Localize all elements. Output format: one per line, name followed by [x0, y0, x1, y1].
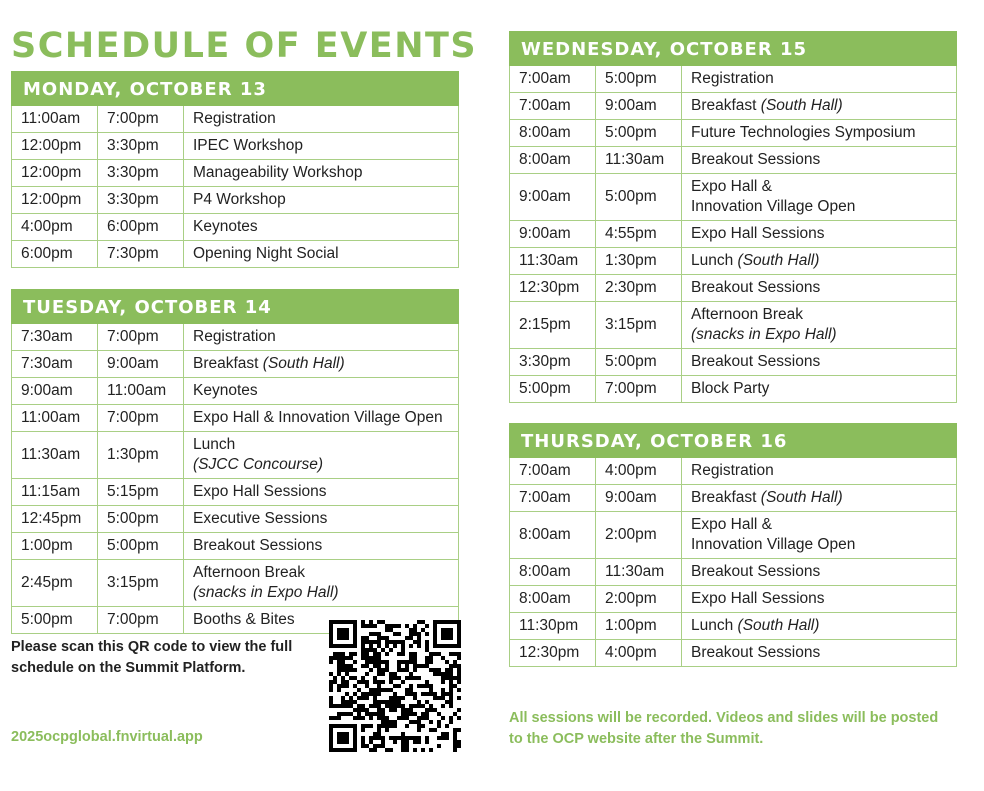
event-name: Lunch — [691, 617, 734, 634]
end-time: 4:00pm — [596, 458, 682, 485]
event-cell — [682, 248, 957, 275]
start-time: 2:45pm — [12, 560, 98, 607]
table-row — [510, 248, 957, 275]
event-name: Lunch — [691, 252, 734, 269]
event-cell — [682, 174, 957, 221]
day-heading: WEDNESDAY, OCTOBER 15 — [509, 31, 957, 66]
start-time: 12:00pm — [12, 160, 98, 187]
table-row — [12, 432, 459, 479]
table-row — [510, 93, 957, 120]
start-time: 9:00am — [510, 221, 596, 248]
event-cell — [184, 106, 459, 133]
table-row — [12, 560, 459, 607]
end-time: 3:30pm — [98, 187, 184, 214]
start-time: 5:00pm — [510, 376, 596, 403]
table-row — [12, 378, 459, 405]
start-time: 7:00am — [510, 66, 596, 93]
table-row — [510, 559, 957, 586]
event-cell — [184, 506, 459, 533]
event-cell — [184, 241, 459, 268]
schedule-table — [509, 66, 957, 403]
event-cell — [184, 133, 459, 160]
start-time: 11:30am — [12, 432, 98, 479]
table-row — [12, 533, 459, 560]
end-time: 6:00pm — [98, 214, 184, 241]
end-time: 3:30pm — [98, 133, 184, 160]
event-cell — [682, 93, 957, 120]
event-name: Keynotes — [193, 218, 258, 235]
start-time: 7:00am — [510, 485, 596, 512]
event-cell — [184, 405, 459, 432]
table-row — [12, 106, 459, 133]
start-time: 11:00am — [12, 106, 98, 133]
start-time: 6:00pm — [12, 241, 98, 268]
event-cell — [682, 640, 957, 667]
qr-code-icon[interactable] — [329, 620, 461, 752]
event-cell — [682, 147, 957, 174]
start-time: 8:00am — [510, 512, 596, 559]
end-time: 7:00pm — [98, 607, 184, 634]
event-location: (SJCC Concourse) — [193, 456, 324, 473]
start-time: 2:15pm — [510, 302, 596, 349]
end-time: 5:00pm — [596, 174, 682, 221]
event-cell — [682, 66, 957, 93]
event-cell — [184, 533, 459, 560]
end-time: 9:00am — [596, 485, 682, 512]
event-name: P4 Workshop — [193, 191, 286, 208]
end-time: 1:30pm — [98, 432, 184, 479]
event-cell — [682, 302, 957, 349]
table-row — [510, 512, 957, 559]
end-time: 1:00pm — [596, 613, 682, 640]
event-location: (South Hall) — [262, 355, 345, 372]
event-name: Breakout Sessions — [691, 279, 821, 296]
table-row — [12, 160, 459, 187]
event-cell — [682, 221, 957, 248]
event-location: (South Hall) — [737, 252, 820, 269]
end-time: 4:55pm — [596, 221, 682, 248]
start-time: 9:00am — [12, 378, 98, 405]
end-time: 9:00am — [98, 351, 184, 378]
start-time: 12:30pm — [510, 275, 596, 302]
start-time: 3:30pm — [510, 349, 596, 376]
end-time: 5:00pm — [596, 120, 682, 147]
start-time: 11:15am — [12, 479, 98, 506]
event-name: Breakout Sessions — [691, 353, 821, 370]
event-cell — [184, 560, 459, 607]
event-cell — [682, 376, 957, 403]
end-time: 7:00pm — [98, 405, 184, 432]
table-row — [12, 324, 459, 351]
event-name: Expo Hall & — [691, 516, 772, 533]
event-cell — [682, 485, 957, 512]
event-cell — [184, 214, 459, 241]
event-name: Booths & Bites — [193, 611, 295, 628]
start-time: 7:00am — [510, 458, 596, 485]
event-location: (South Hall) — [760, 97, 843, 114]
table-row — [510, 221, 957, 248]
end-time: 3:30pm — [98, 160, 184, 187]
table-row — [510, 147, 957, 174]
event-cell — [184, 324, 459, 351]
event-location: (snacks in Expo Hall) — [193, 584, 339, 601]
table-row — [12, 405, 459, 432]
event-name: Expo Hall Sessions — [193, 483, 327, 500]
event-cell — [184, 479, 459, 506]
event-cell — [184, 351, 459, 378]
table-row — [510, 613, 957, 640]
table-row — [510, 640, 957, 667]
event-name: Breakout Sessions — [691, 644, 821, 661]
event-name: Breakfast — [193, 355, 259, 372]
end-time: 3:15pm — [98, 560, 184, 607]
end-time: 7:30pm — [98, 241, 184, 268]
table-row — [510, 376, 957, 403]
event-name: Opening Night Social — [193, 245, 339, 262]
event-name: Expo Hall Sessions — [691, 225, 825, 242]
table-row — [510, 349, 957, 376]
end-time: 9:00am — [596, 93, 682, 120]
event-name: Registration — [691, 462, 774, 479]
end-time: 3:15pm — [596, 302, 682, 349]
start-time: 12:00pm — [12, 187, 98, 214]
start-time: 5:00pm — [12, 607, 98, 634]
event-name: Breakfast — [691, 97, 757, 114]
page-title: SCHEDULE OF EVENTS — [11, 26, 478, 66]
table-row — [12, 214, 459, 241]
day-thursday — [509, 423, 957, 667]
end-time: 7:00pm — [596, 376, 682, 403]
start-time: 7:30am — [12, 351, 98, 378]
event-name: Expo Hall & — [691, 178, 772, 195]
event-name: Registration — [193, 110, 276, 127]
end-time: 1:30pm — [596, 248, 682, 275]
end-time: 7:00pm — [98, 324, 184, 351]
event-name: Registration — [691, 70, 774, 87]
event-cell — [184, 378, 459, 405]
end-time: 5:00pm — [596, 349, 682, 376]
start-time: 4:00pm — [12, 214, 98, 241]
end-time: 2:30pm — [596, 275, 682, 302]
start-time: 8:00am — [510, 120, 596, 147]
table-row — [12, 506, 459, 533]
event-cell — [184, 432, 459, 479]
event-cell — [682, 349, 957, 376]
table-row — [510, 174, 957, 221]
platform-url[interactable]: 2025ocpglobal.fnvirtual.app — [11, 729, 203, 745]
event-name: Lunch — [193, 436, 236, 453]
end-time: 5:00pm — [98, 533, 184, 560]
qr-prompt: Please scan this QR code to view the full schedule on the Summit Platform. — [11, 639, 293, 676]
start-time: 8:00am — [510, 147, 596, 174]
table-row — [510, 302, 957, 349]
table-row — [510, 586, 957, 613]
table-row — [510, 458, 957, 485]
start-time: 9:00am — [510, 174, 596, 221]
table-row — [510, 120, 957, 147]
end-time: 4:00pm — [596, 640, 682, 667]
event-cell — [682, 512, 957, 559]
event-name: Afternoon Break — [691, 306, 804, 323]
table-row — [12, 133, 459, 160]
event-cell — [682, 586, 957, 613]
day-heading: THURSDAY, OCTOBER 16 — [509, 423, 957, 458]
start-time: 8:00am — [510, 559, 596, 586]
recording-note: All sessions will be recorded. Videos and slides will be posted to the OCP website after the Summit. — [509, 710, 939, 747]
event-location: (South Hall) — [760, 489, 843, 506]
event-name: IPEC Workshop — [193, 137, 303, 154]
table-row — [510, 485, 957, 512]
start-time: 8:00am — [510, 586, 596, 613]
event-name: Manageability Workshop — [193, 164, 363, 181]
event-name: Breakout Sessions — [691, 563, 821, 580]
event-cell — [184, 187, 459, 214]
start-time: 11:00am — [12, 405, 98, 432]
event-name: Afternoon Break — [193, 564, 306, 581]
start-time: 11:30pm — [510, 613, 596, 640]
event-cell — [682, 275, 957, 302]
event-cell — [682, 559, 957, 586]
day-wednesday — [509, 31, 957, 403]
table-row — [510, 66, 957, 93]
event-name: Registration — [193, 328, 276, 345]
end-time: 7:00pm — [98, 106, 184, 133]
end-time: 11:30am — [596, 147, 682, 174]
schedule-table — [11, 324, 459, 634]
end-time: 11:00am — [98, 378, 184, 405]
event-name: Breakout Sessions — [691, 151, 821, 168]
event-name: Executive Sessions — [193, 510, 328, 527]
day-heading: TUESDAY, OCTOBER 14 — [11, 289, 459, 324]
table-row — [12, 479, 459, 506]
table-row — [510, 275, 957, 302]
table-row — [12, 187, 459, 214]
table-row — [12, 351, 459, 378]
event-name: Expo Hall & Innovation Village Open — [193, 409, 443, 426]
event-name: Breakfast — [691, 489, 757, 506]
start-time: 12:00pm — [12, 133, 98, 160]
event-cell — [682, 613, 957, 640]
event-name: Expo Hall Sessions — [691, 590, 825, 607]
event-cell — [682, 120, 957, 147]
event-name: Keynotes — [193, 382, 258, 399]
start-time: 1:00pm — [12, 533, 98, 560]
start-time: 7:30am — [12, 324, 98, 351]
table-row — [12, 241, 459, 268]
end-time: 5:15pm — [98, 479, 184, 506]
day-tuesday — [11, 289, 459, 634]
end-time: 2:00pm — [596, 586, 682, 613]
event-cell — [184, 160, 459, 187]
start-time: 12:30pm — [510, 640, 596, 667]
end-time: 11:30am — [596, 559, 682, 586]
event-name-continued: Innovation Village Open — [691, 198, 856, 215]
event-name: Block Party — [691, 380, 770, 397]
day-monday — [11, 71, 459, 268]
event-cell — [682, 458, 957, 485]
start-time: 7:00am — [510, 93, 596, 120]
end-time: 5:00pm — [596, 66, 682, 93]
day-heading: MONDAY, OCTOBER 13 — [11, 71, 459, 106]
event-location: (South Hall) — [737, 617, 820, 634]
event-location: (snacks in Expo Hall) — [691, 326, 837, 343]
end-time: 2:00pm — [596, 512, 682, 559]
schedule-table — [509, 458, 957, 667]
event-name: Future Technologies Symposium — [691, 124, 916, 141]
schedule-table — [11, 106, 459, 268]
event-name-continued: Innovation Village Open — [691, 536, 856, 553]
start-time: 11:30am — [510, 248, 596, 275]
event-name: Breakout Sessions — [193, 537, 323, 554]
end-time: 5:00pm — [98, 506, 184, 533]
start-time: 12:45pm — [12, 506, 98, 533]
